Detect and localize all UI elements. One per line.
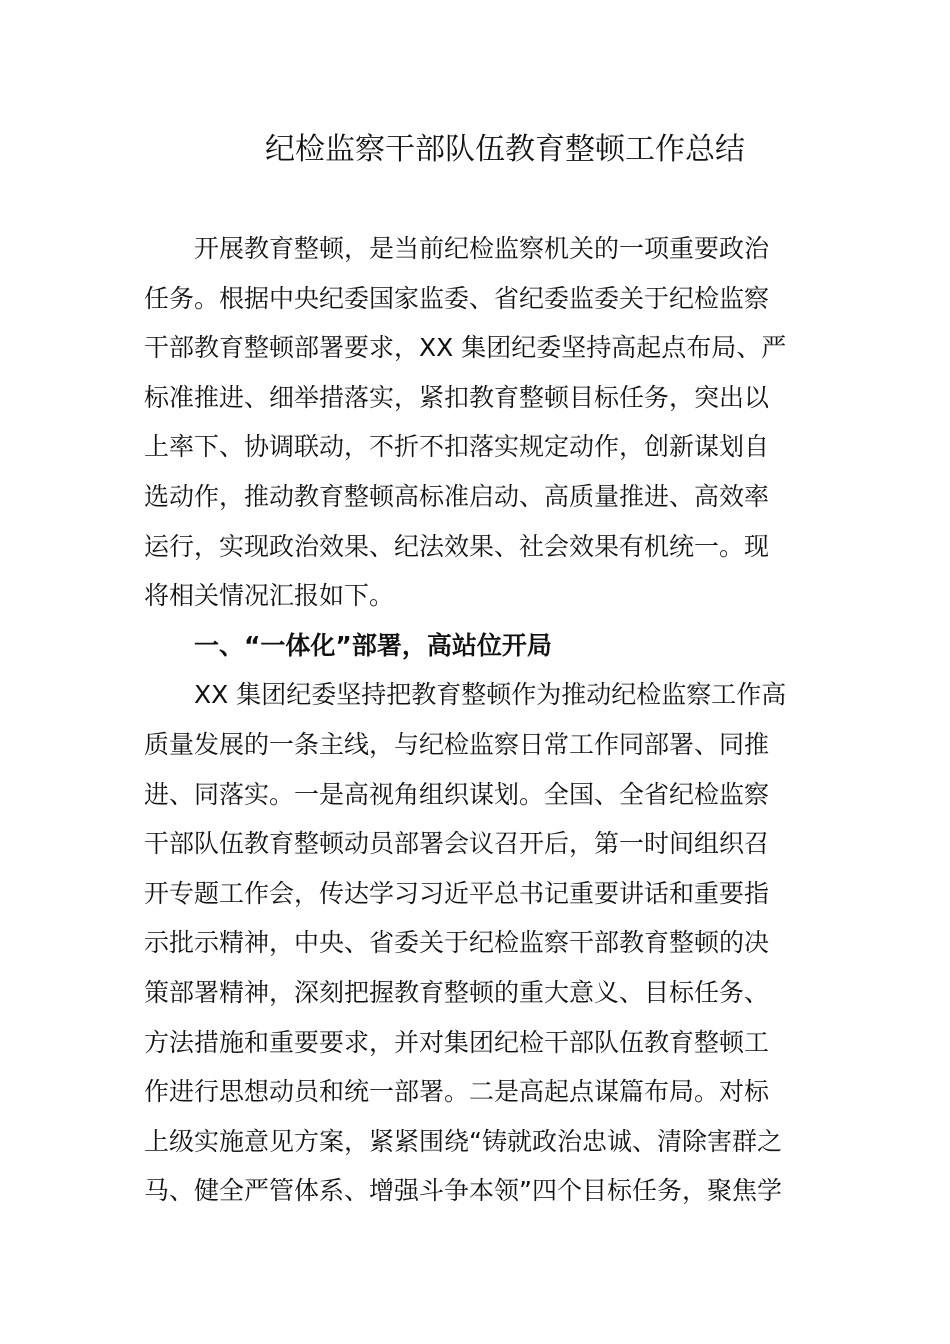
body-line: 马、健全严管体系、增强斗争本领”四个目标任务，聚焦学 (144, 1176, 782, 1206)
body-line: 策部署精神，深刻把握教育整顿的重大意义、目标任务、 (144, 977, 770, 1007)
body-line: 干部教育整顿部署要求，XX 集团纪委坚持高起点布局、严 (144, 333, 787, 363)
body-line: 开专题工作会，传达学习习近平总书记重要讲话和重要指 (144, 878, 770, 908)
body-line: 任务。根据中央纪委国家监委、省纪委监委关于纪检监察 (144, 283, 770, 313)
body-line: 标准推进、细举措落实，紧扣教育整顿目标任务，突出以 (144, 382, 770, 412)
body-line: 上级实施意见方案，紧紧围绕“铸就政治忠诚、清除害群之 (144, 1126, 782, 1156)
body-line: 将相关情况汇报如下。 (144, 581, 395, 611)
body-line: 上率下、协调联动，不折不扣落实规定动作，创新谋划自 (144, 432, 770, 462)
document-body (144, 224, 804, 1216)
body-line: 开展教育整顿，是当前纪检监察机关的一项重要政治 (194, 234, 770, 263)
body-line: 示批示精神，中央、省委关于纪检监察干部教育整顿的决 (144, 928, 770, 958)
body-line: 选动作，推动教育整顿高标准启动、高质量推进、高效率 (144, 481, 770, 511)
section-heading: 一、“一体化”部署，高站位开局 (194, 630, 552, 660)
body-line: 质量发展的一条主线，与纪检监察日常工作同部署、同推 (144, 729, 770, 759)
body-line: 进、同落实。一是高视角组织谋划。全国、全省纪检监察 (144, 779, 770, 809)
body-line: 运行，实现政治效果、纪法效果、社会效果有机统一。现 (144, 531, 770, 561)
body-line: 方法措施和重要要求，并对集团纪检干部队伍教育整顿工 (144, 1027, 770, 1057)
body-line: 作进行思想动员和统一部署。二是高起点谋篇布局。对标 (144, 1077, 770, 1107)
body-line: XX 集团纪委坚持把教育整顿作为推动纪检监察工作高 (194, 680, 787, 710)
body-line: 干部队伍教育整顿动员部署会议召开后，第一时间组织召 (144, 829, 770, 859)
document-title: 纪检监察干部队伍教育整顿工作总结 (265, 132, 745, 167)
